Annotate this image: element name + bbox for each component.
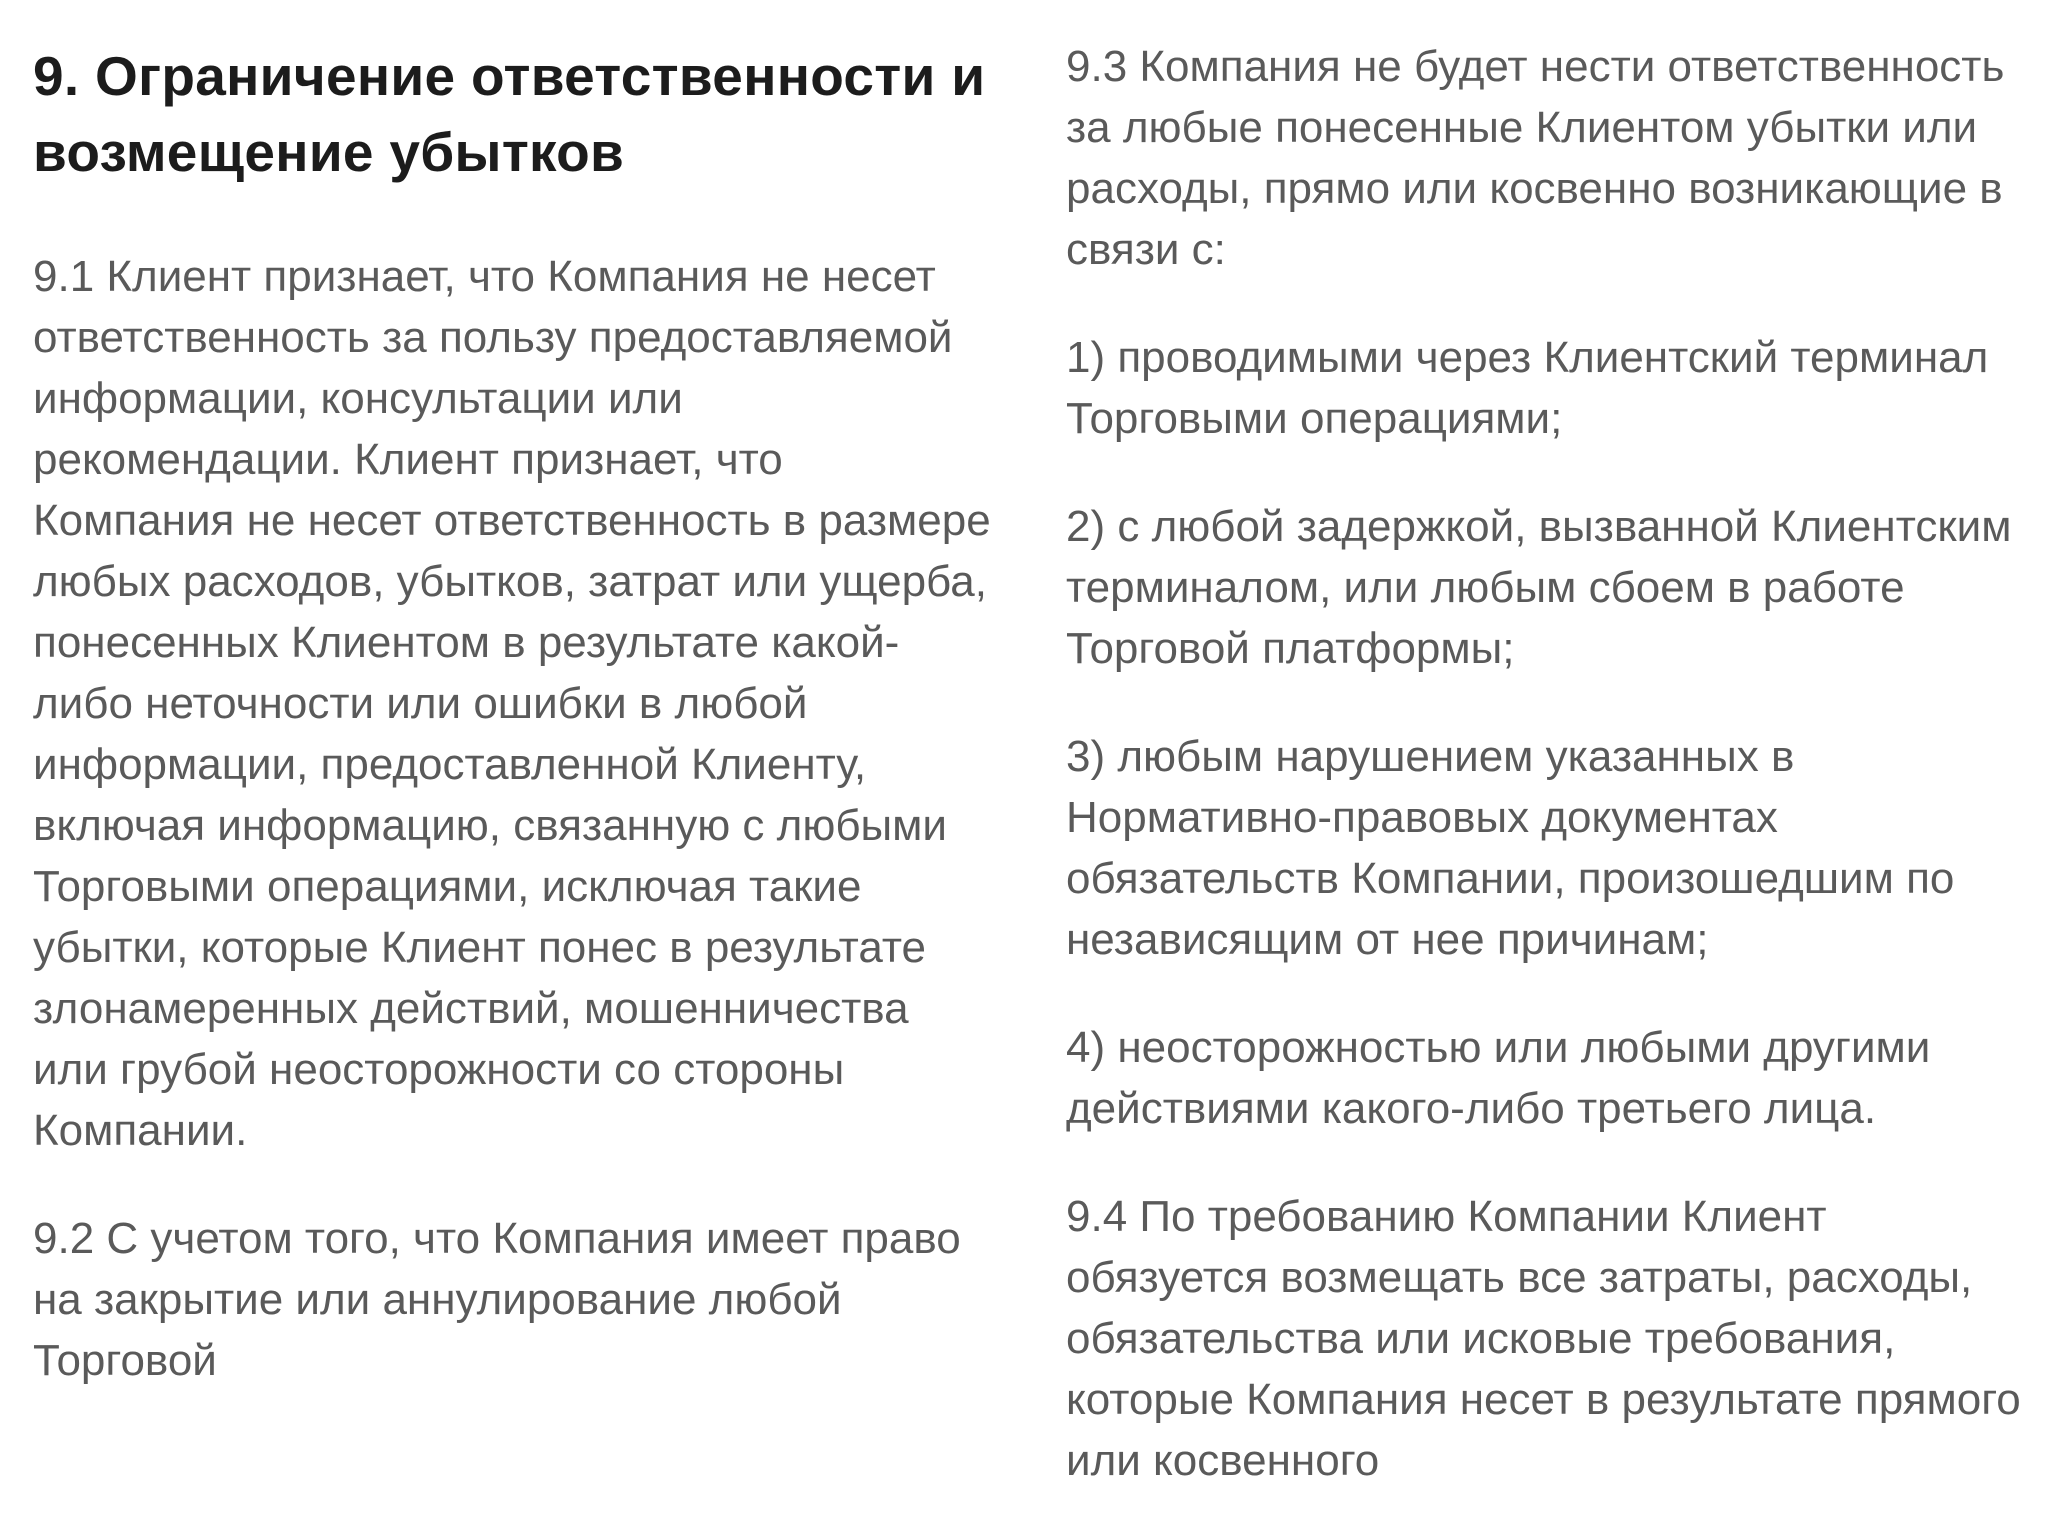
section-heading: 9. Ограничение ответственности и возмещение убытков <box>33 45 986 183</box>
clause-9-3-item-4: 4) неосторожностью или любыми другими действиями какого-либо третьего лица. <box>1066 1023 1931 1133</box>
clause-9-3-item-1: 1) проводимыми через Клиентский терминал Торговыми операциями; <box>1066 333 1989 443</box>
right-column <box>1066 0 2026 1491</box>
left-column <box>33 0 993 1391</box>
clause-9-3-item-3: 3) любым нарушением указанных в Нормативно-правовых документах обязательств Компании, произошедшим по независящим от нее причинам; <box>1066 732 1955 964</box>
clause-9-3-item-2: 2) с любой задержкой, вызванной Клиентским терминалом, или любым сбоем в работе Торговой платформы; <box>1066 502 2012 673</box>
clause-9-1: 9.1 Клиент признает, что Компания не несет ответственность за пользу предоставляемой информации, консультации или рекомендации. Клиент признает, что Компания не несет ответственность в размере любых расходов, убытков, затрат или ущерба, понесенных Клиентом в результате какой-либо неточности или ошибки в любой информации, предоставленной Клиенту, включая информацию, связанную с любыми Торговыми операциями, исключая такие убытки, которые Клиент понес в результате злонамеренных действий, мошенничества или грубой неосторожности со стороны Компании. <box>33 252 991 1155</box>
clause-9-4: 9.4 По требованию Компании Клиент обязуется возмещать все затраты, расходы, обязательства или исковые требования, которые Компания несет в результате прямого или косвенного <box>1066 1192 2021 1485</box>
clause-9-2: 9.2 С учетом того, что Компания имеет право на закрытие или аннулирование любой Торговой <box>33 1214 961 1385</box>
clause-9-3: 9.3 Компания не будет нести ответственность за любые понесенные Клиентом убытки или расходы, прямо или косвенно возникающие в связи с: <box>1066 42 2005 274</box>
